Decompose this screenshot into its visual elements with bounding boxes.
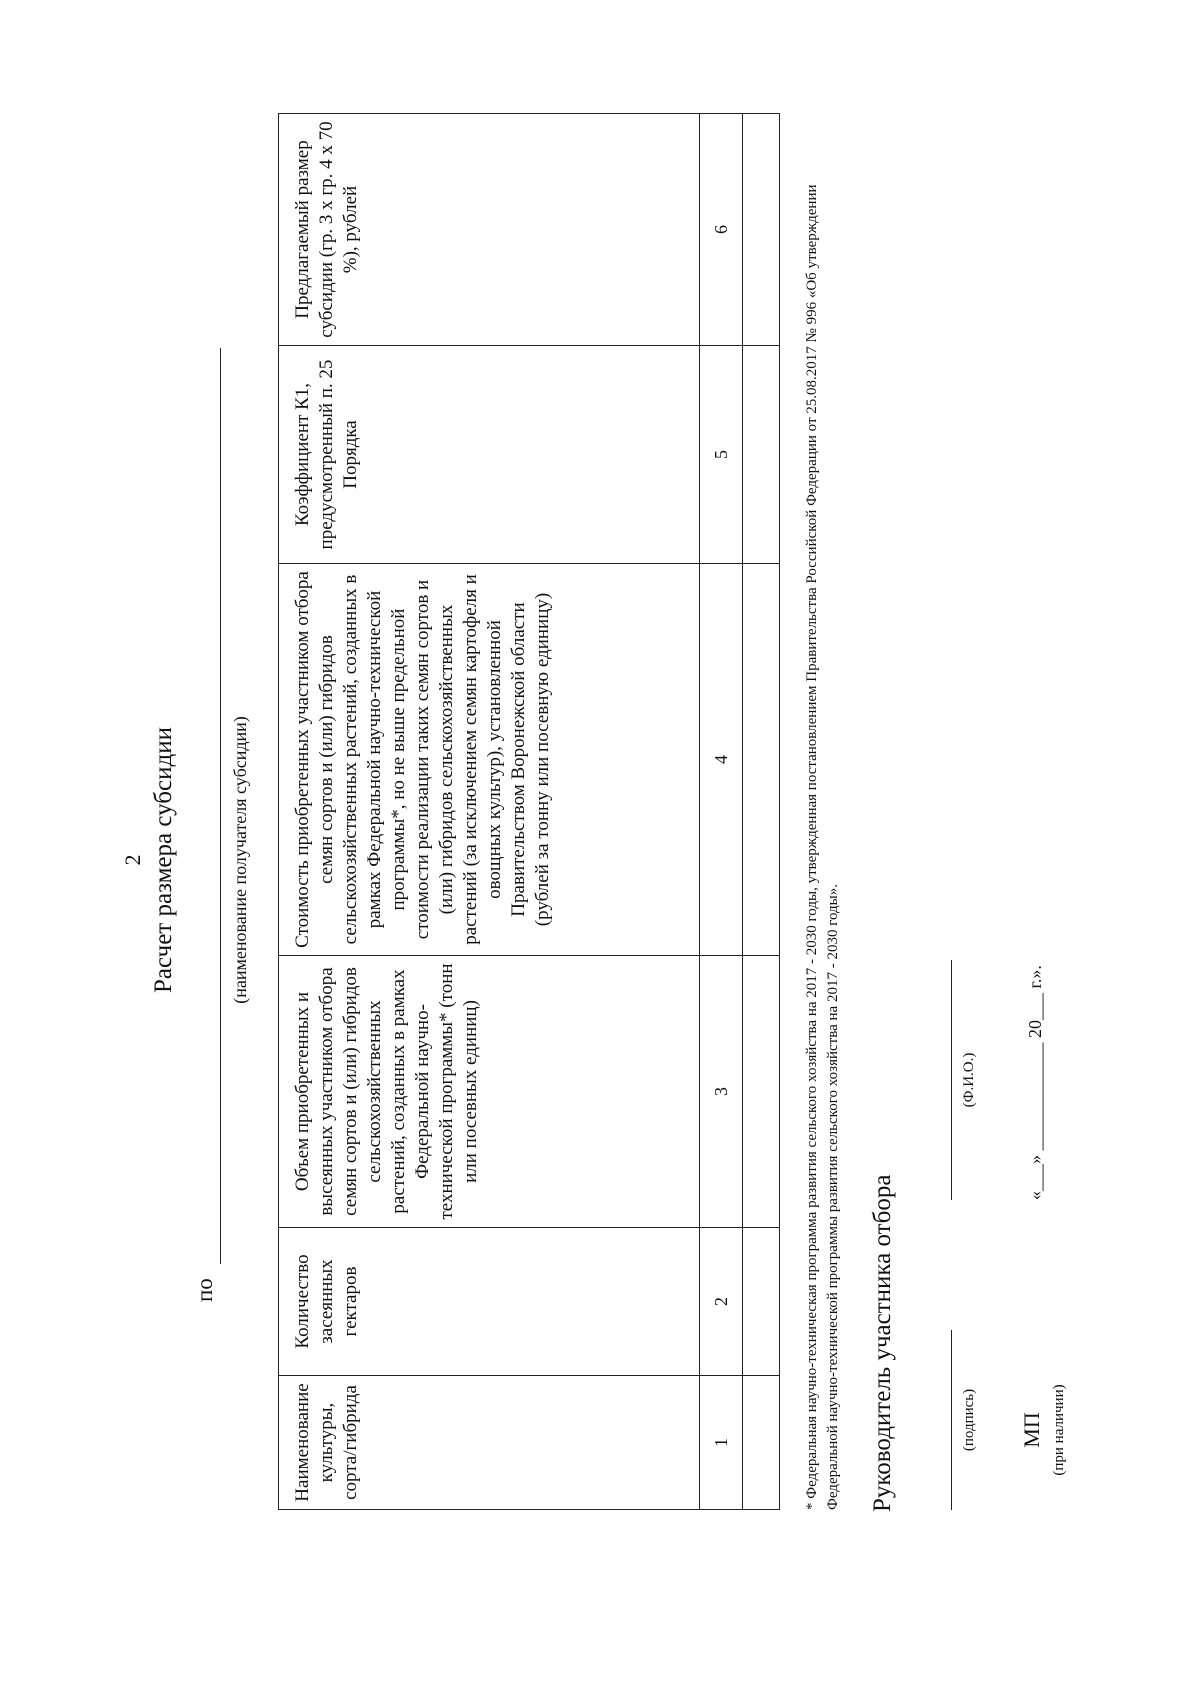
column-header-coefficient: Коэффициент К1, предусмотренный п. 25 Порядка xyxy=(279,346,700,564)
footnote: * Федеральная научно-техническая программа развития сельского хозяйства на 2017 - 2030 годы, утвержденная постановлением Правительства Российской Федерации от 25.08.2017 № 996 «Об утверждении Федеральной научно-технической программы развития сельского хозяйства на 2017 - 2030 годы». xyxy=(804,184,841,1510)
table-cell-empty[interactable] xyxy=(743,346,780,564)
column-number: 3 xyxy=(700,956,743,1228)
column-number: 5 xyxy=(700,346,743,564)
table-column-number-row xyxy=(700,114,743,1510)
column-number: 6 xyxy=(700,114,743,346)
signature-block xyxy=(855,80,1120,1640)
signature-field[interactable] xyxy=(951,1330,952,1510)
table-cell-empty[interactable] xyxy=(743,1376,780,1510)
table-cell-empty[interactable] xyxy=(743,564,780,956)
column-header-seed-cost: Стоимость приобретенных участником отбора семян сортов и (или) гибридов сельскохозяйственных растений, созданных в рамках Федеральной научно-технической программы*, но не выше предельной стоимости реализации таких семян сортов и (или) гибридов сельскохозяйственных растений (за исключением семян картофеля и овощных культур), установленной Правительством Воронежской области (рублей за тонну или посевную единицу) xyxy=(279,564,700,956)
table-cell-empty[interactable] xyxy=(743,114,780,346)
subsidy-calculation-table xyxy=(278,113,780,1510)
table-cell-empty[interactable] xyxy=(743,1228,780,1376)
column-header-crop-name: Наименование культуры, сорта/гибрида xyxy=(279,1376,700,1510)
recipient-caption: (наименование получателя субсидии) xyxy=(230,716,250,1004)
recipient-prefix: по xyxy=(192,1278,217,1302)
full-name-caption: (Ф.И.О.) xyxy=(961,1052,977,1108)
table-cell-empty[interactable] xyxy=(743,956,780,1228)
column-number: 1 xyxy=(700,1376,743,1510)
date-field[interactable]: «___» ____________ 20___ г.». xyxy=(1025,965,1045,1200)
column-number: 2 xyxy=(700,1228,743,1376)
page-number: 2 xyxy=(120,854,145,866)
column-header-hectares: Количество засеянных гектаров xyxy=(279,1228,700,1376)
stamp-caption: (при наличии) xyxy=(1051,1384,1067,1476)
signature-caption: (подпись) xyxy=(961,1388,977,1452)
table-empty-data-row xyxy=(743,114,780,1510)
column-header-seed-volume: Объем приобретенных и высеянных участником отбора семян сортов и (или) гибридов сельскохозяйственных растений, созданных в рамках Федеральной научно-технической программы* (тонн или посевных единиц) xyxy=(279,956,700,1228)
recipient-field[interactable] xyxy=(220,348,221,1264)
stamp-label: МП xyxy=(1019,1412,1044,1448)
subsidy-table-container xyxy=(278,114,780,1510)
recipient-row xyxy=(186,80,226,1640)
full-name-field[interactable] xyxy=(951,960,952,1200)
head-of-participant-label: Руководитель участника отбора xyxy=(869,1174,896,1512)
page-title: Расчет размера субсидии xyxy=(150,727,177,993)
column-number: 4 xyxy=(700,564,743,956)
document-page xyxy=(120,80,1120,1640)
column-header-subsidy-amount: Предлагаемый размер субсидии (гр. 3 х гр. 4 х 70 %), рублей xyxy=(279,114,700,346)
table-header-row xyxy=(279,114,700,1510)
